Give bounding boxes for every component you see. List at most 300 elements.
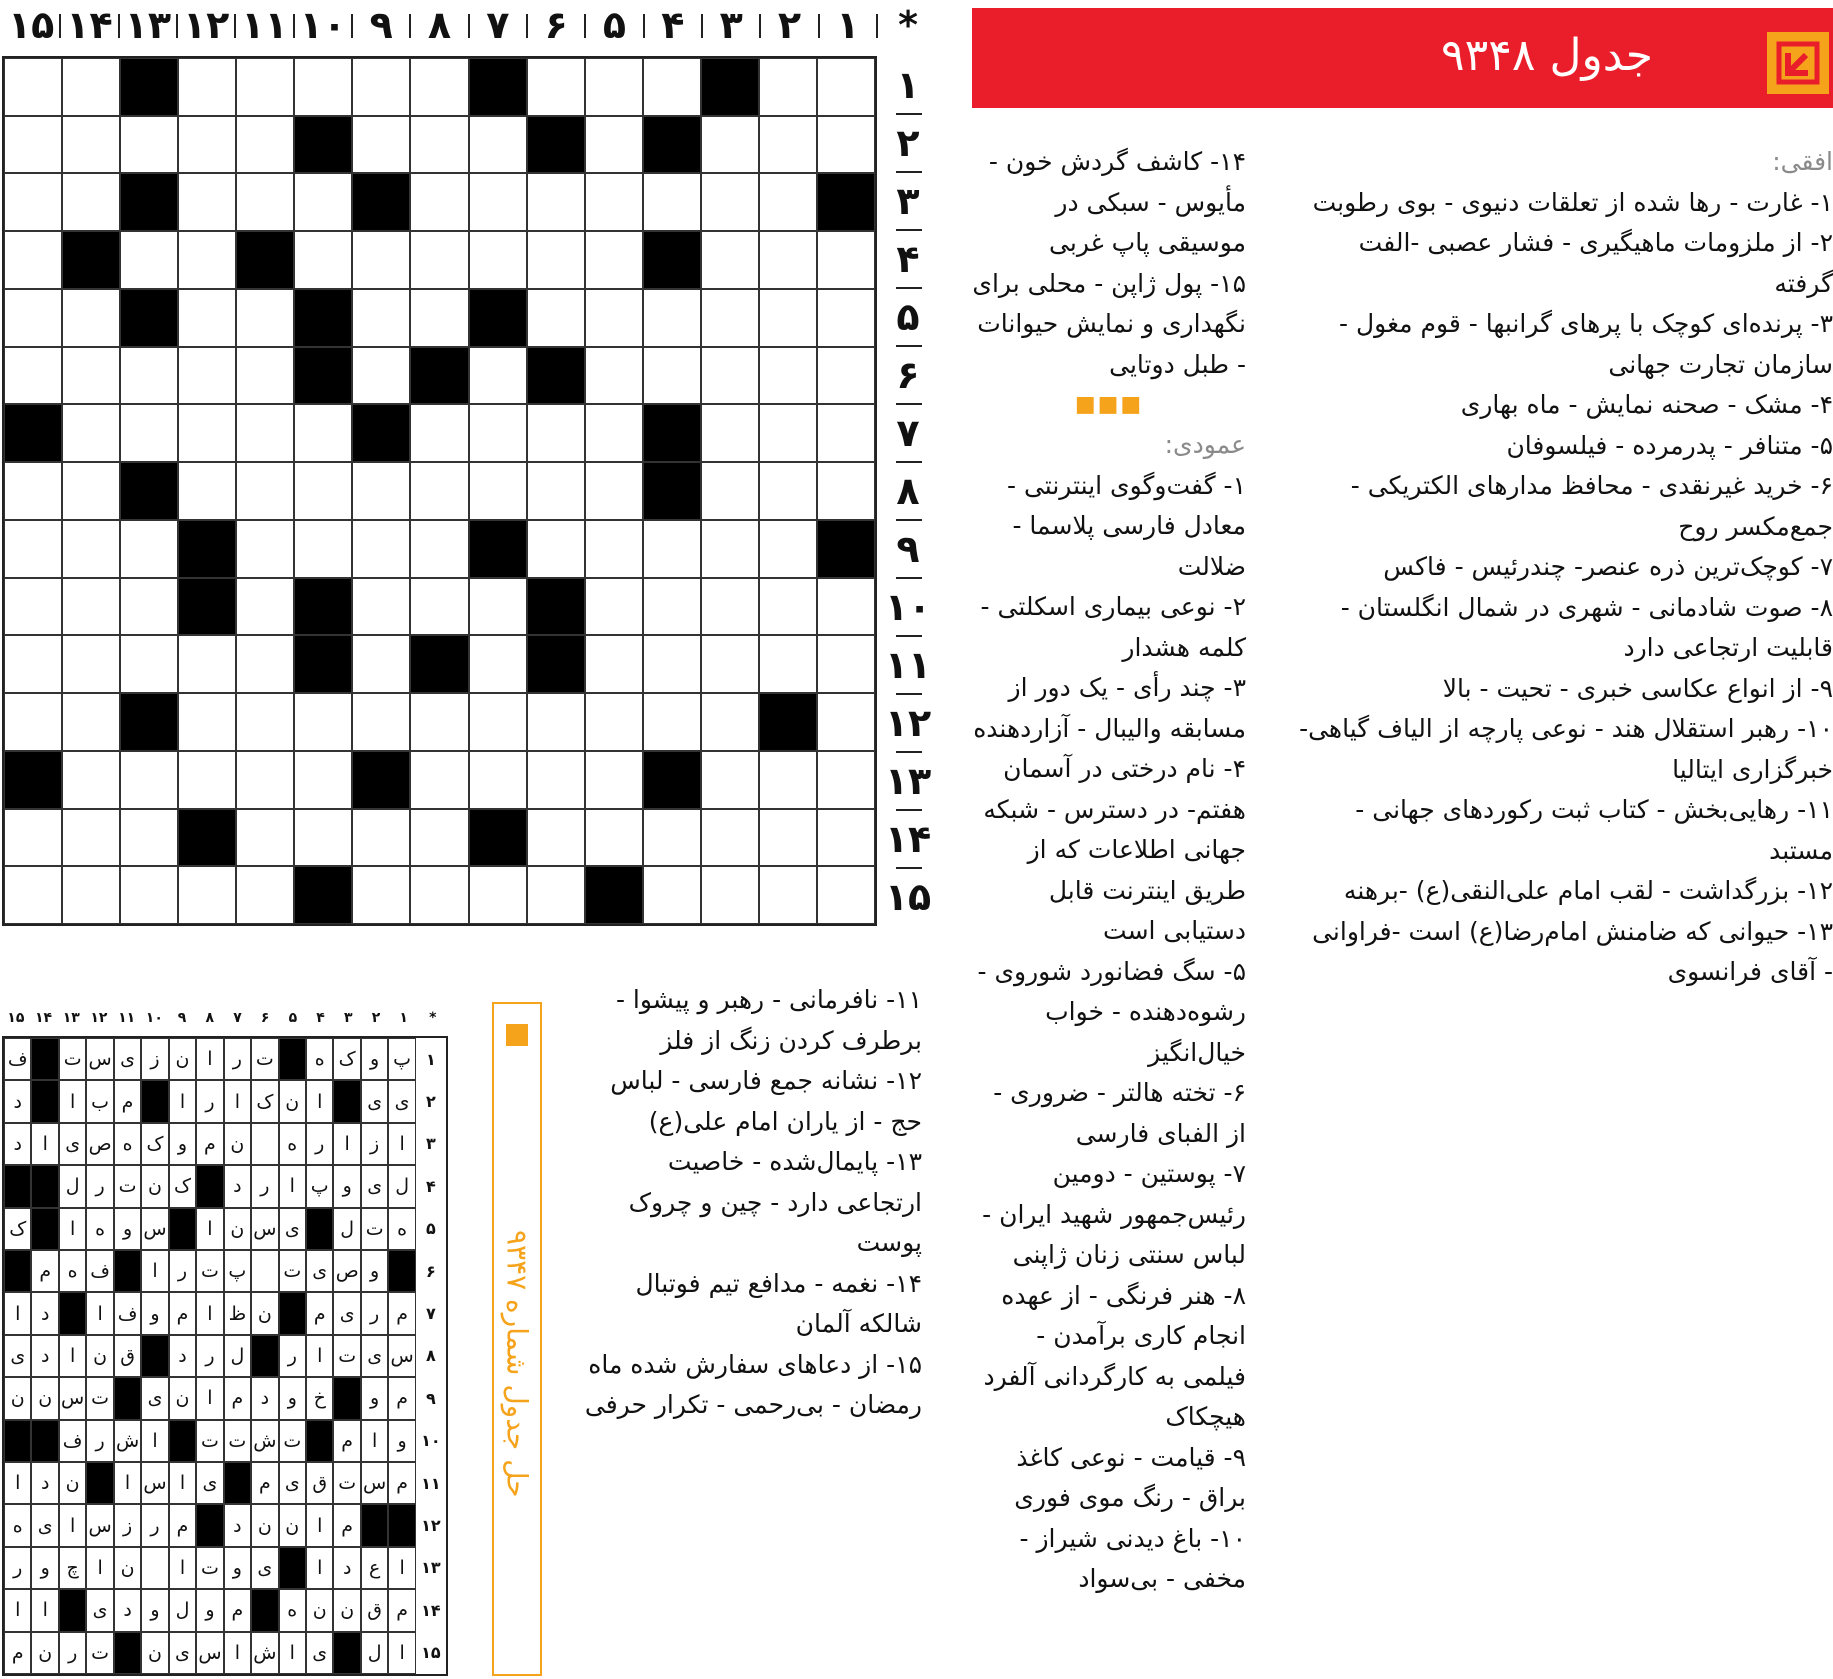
solution-cell: و — [169, 1123, 196, 1165]
grid-cell[interactable] — [817, 866, 875, 924]
solution-row — [4, 1080, 446, 1122]
black-cell — [294, 116, 352, 174]
grid-cell[interactable] — [236, 693, 294, 751]
clue-item: ۶- تخته هالتر - ضروری - از الفبای فارسی — [993, 1078, 1246, 1148]
grid-cell[interactable] — [410, 578, 468, 636]
solution-cell: م — [224, 1589, 251, 1631]
black-cell — [469, 520, 527, 578]
grid-cell[interactable] — [701, 809, 759, 867]
grid-cell[interactable] — [62, 809, 120, 867]
vertical-title: عمودی: — [1164, 430, 1246, 459]
solution-cell: و — [141, 1292, 168, 1334]
grid-cell[interactable] — [759, 751, 817, 809]
grid-cell[interactable] — [120, 347, 178, 405]
solution-cell: ا — [169, 1547, 196, 1589]
grid-cell[interactable] — [759, 404, 817, 462]
solution-cell: س — [59, 1377, 86, 1419]
grid-cell[interactable] — [352, 231, 410, 289]
grid-cell[interactable] — [4, 231, 62, 289]
grid-cell[interactable] — [643, 289, 701, 347]
grid-cell[interactable] — [352, 347, 410, 405]
grid-cell[interactable] — [236, 404, 294, 462]
black-cell — [294, 578, 352, 636]
grid-cell[interactable] — [236, 578, 294, 636]
grid-cell[interactable] — [410, 462, 468, 520]
solution-row-number: ۱۰ — [416, 1420, 446, 1462]
grid-cell[interactable] — [643, 58, 701, 116]
black-cell — [410, 635, 468, 693]
column-number: ۱۲ — [182, 3, 230, 47]
solution-cell: ن — [224, 1208, 251, 1250]
grid-cell[interactable] — [817, 58, 875, 116]
grid-cell[interactable] — [527, 462, 585, 520]
grid-cell[interactable] — [759, 289, 817, 347]
grid-cell[interactable] — [294, 58, 352, 116]
solution-cell: ه — [279, 1123, 306, 1165]
black-cell — [120, 462, 178, 520]
grid-cell[interactable] — [4, 347, 62, 405]
solution-cell: ی — [31, 1504, 58, 1546]
grid-cell[interactable] — [178, 289, 236, 347]
black-cell — [759, 693, 817, 751]
grid-cell[interactable] — [469, 693, 527, 751]
grid-cell[interactable] — [817, 693, 875, 751]
grid-cell[interactable] — [701, 347, 759, 405]
grid-cell[interactable] — [527, 693, 585, 751]
black-cell — [410, 347, 468, 405]
solution-cell: ی — [306, 1250, 333, 1292]
solution-cell: ک — [251, 1080, 278, 1122]
grid-cell[interactable] — [352, 462, 410, 520]
grid-cell[interactable] — [120, 866, 178, 924]
grid-cell[interactable] — [4, 866, 62, 924]
grid-cell[interactable] — [236, 462, 294, 520]
black-cell — [469, 289, 527, 347]
grid-cell[interactable] — [352, 693, 410, 751]
grid-cell[interactable] — [701, 289, 759, 347]
grid-cell[interactable] — [236, 520, 294, 578]
solution-cell: م — [4, 1632, 31, 1674]
grid-cell[interactable] — [817, 578, 875, 636]
grid-cell[interactable] — [62, 116, 120, 174]
grid-cell[interactable] — [817, 462, 875, 520]
grid-cell[interactable] — [4, 173, 62, 231]
grid-cell[interactable] — [759, 347, 817, 405]
solution-cell: ن — [306, 1589, 333, 1631]
grid-cell[interactable] — [817, 751, 875, 809]
grid-cell[interactable] — [294, 404, 352, 462]
grid-cell[interactable] — [817, 404, 875, 462]
grid-cell[interactable] — [62, 404, 120, 462]
grid-cell[interactable] — [178, 635, 236, 693]
clue-item: ۱۴- نغمه - مدافع تیم فوتبال شالکه آلمان — [635, 1268, 922, 1338]
solution-cell — [251, 1250, 278, 1292]
solution-column-number: ۴ — [316, 1010, 325, 1026]
grid-cell[interactable] — [62, 693, 120, 751]
vertical-clues-column — [972, 142, 1246, 1600]
solution-label-box — [492, 1002, 542, 1676]
grid-cell[interactable] — [236, 289, 294, 347]
grid-cell[interactable] — [817, 347, 875, 405]
grid-cell[interactable] — [236, 347, 294, 405]
grid-cell[interactable] — [585, 809, 643, 867]
row-number: ۱۴ — [884, 817, 932, 861]
grid-cell[interactable] — [352, 520, 410, 578]
grid-cell[interactable] — [469, 578, 527, 636]
grid-cell[interactable] — [759, 462, 817, 520]
grid-cell[interactable] — [236, 635, 294, 693]
clue-item: ۱۵- پول ژاپن - محلی برای نگهداری و نمایش حیوانات - طبل دوتایی — [972, 268, 1246, 379]
grid-cell[interactable] — [120, 809, 178, 867]
grid-cell[interactable] — [294, 809, 352, 867]
grid-cell[interactable] — [178, 404, 236, 462]
grid-cell[interactable] — [701, 462, 759, 520]
grid-cell[interactable] — [527, 866, 585, 924]
grid-cell[interactable] — [410, 116, 468, 174]
solution-cell: ت — [279, 1420, 306, 1462]
grid-cell[interactable] — [585, 347, 643, 405]
grid-cell[interactable] — [817, 635, 875, 693]
grid-cell[interactable] — [469, 751, 527, 809]
grid-cell[interactable] — [701, 173, 759, 231]
grid-cell[interactable] — [585, 635, 643, 693]
grid-cell[interactable] — [643, 347, 701, 405]
black-cell — [294, 289, 352, 347]
column-number: ۹ — [369, 3, 393, 47]
grid-cell[interactable] — [817, 809, 875, 867]
grid-cell[interactable] — [759, 231, 817, 289]
solution-row-number: ۱ — [416, 1038, 446, 1080]
solution-cell: ر — [141, 1504, 168, 1546]
grid-cell[interactable] — [236, 58, 294, 116]
grid-cell[interactable] — [62, 347, 120, 405]
solution-cell — [251, 1123, 278, 1165]
solution-cell: ن — [114, 1547, 141, 1589]
grid-cell[interactable] — [469, 347, 527, 405]
black-cell — [178, 578, 236, 636]
grid-cell[interactable] — [701, 578, 759, 636]
grid-cell[interactable] — [701, 693, 759, 751]
black-cell — [178, 809, 236, 867]
grid-cell[interactable] — [62, 578, 120, 636]
grid-cell[interactable] — [62, 58, 120, 116]
grid-cell[interactable] — [4, 116, 62, 174]
solution-cell: ا — [86, 1292, 113, 1334]
grid-cell[interactable] — [643, 809, 701, 867]
grid-cell[interactable] — [410, 809, 468, 867]
grid-cell[interactable] — [410, 751, 468, 809]
grid-cell[interactable] — [527, 58, 585, 116]
solution-cell: ل — [169, 1589, 196, 1631]
star-icon: * — [898, 3, 918, 47]
grid-cell[interactable] — [527, 520, 585, 578]
solution-column-number: ۵ — [288, 1010, 298, 1026]
grid-cell[interactable] — [352, 866, 410, 924]
grid-cell[interactable] — [4, 693, 62, 751]
grid-cell[interactable] — [643, 693, 701, 751]
grid-cell[interactable] — [178, 866, 236, 924]
grid-cell[interactable] — [817, 289, 875, 347]
column-number: ۲ — [777, 3, 802, 47]
solution-column-number: ۲ — [371, 1010, 381, 1026]
grid-cell[interactable] — [62, 866, 120, 924]
solution-row-number: ۱۳ — [416, 1547, 446, 1589]
grid-cell[interactable] — [352, 809, 410, 867]
solution-row-number: ۹ — [416, 1377, 446, 1419]
grid-cell[interactable] — [527, 231, 585, 289]
grid-cell[interactable] — [410, 289, 468, 347]
solution-cell: ن — [224, 1123, 251, 1165]
logo-icon — [1767, 32, 1829, 94]
solution-cell: س — [86, 1504, 113, 1546]
black-cell — [643, 404, 701, 462]
grid-cell[interactable] — [701, 751, 759, 809]
solution-cell: ک — [141, 1123, 168, 1165]
grid-cell[interactable] — [469, 635, 527, 693]
grid-cell[interactable] — [759, 578, 817, 636]
grid-cell[interactable] — [62, 520, 120, 578]
solution-cell: ز — [114, 1504, 141, 1546]
solution-cell: ا — [388, 1123, 415, 1165]
grid-cell[interactable] — [120, 578, 178, 636]
grid-cell[interactable] — [352, 289, 410, 347]
grid-cell[interactable] — [178, 58, 236, 116]
grid-cell[interactable] — [585, 231, 643, 289]
grid-cell[interactable] — [585, 404, 643, 462]
solution-cell: ا — [4, 1292, 31, 1334]
grid-cell[interactable] — [527, 809, 585, 867]
grid-cell[interactable] — [410, 693, 468, 751]
clue-item: ۱۳- حیوانی که ضامنش امام‌رضا(ع) است -فراوانی - آقای فرانسوی — [1312, 916, 1833, 986]
grid-cell[interactable] — [178, 751, 236, 809]
grid-cell[interactable] — [410, 866, 468, 924]
row-number: ۳ — [896, 179, 920, 223]
grid-cell[interactable] — [178, 693, 236, 751]
solution-row — [4, 1250, 446, 1292]
grid-cell[interactable] — [62, 289, 120, 347]
grid-cell[interactable] — [701, 635, 759, 693]
solution-black-cell — [114, 1250, 141, 1292]
solution-cell: د — [31, 1292, 58, 1334]
grid-cell[interactable] — [4, 635, 62, 693]
solution-column-number: ۱۱ — [118, 1010, 136, 1026]
solution-cell: ا — [196, 1292, 223, 1334]
grid-cell[interactable] — [4, 58, 62, 116]
grid-cell[interactable] — [120, 520, 178, 578]
solution-cell: ن — [251, 1504, 278, 1546]
solution-cell: م — [388, 1377, 415, 1419]
grid-cell[interactable] — [643, 635, 701, 693]
grid-cell[interactable] — [120, 635, 178, 693]
grid-cell[interactable] — [759, 635, 817, 693]
solution-row — [4, 1335, 446, 1377]
solution-cell: ل — [388, 1165, 415, 1207]
solution-cell: پ — [388, 1038, 415, 1080]
grid-cell[interactable] — [527, 751, 585, 809]
grid-cell[interactable] — [585, 173, 643, 231]
grid-cell[interactable] — [178, 116, 236, 174]
puzzle-title: جدول ۹۳۴۸ — [1440, 30, 1653, 81]
grid-cell[interactable] — [352, 578, 410, 636]
grid-cell[interactable] — [817, 116, 875, 174]
solution-black-cell — [196, 1165, 223, 1207]
solution-cell: ا — [4, 1589, 31, 1631]
black-cell — [527, 116, 585, 174]
grid-cell[interactable] — [469, 231, 527, 289]
grid-cell[interactable] — [236, 173, 294, 231]
grid-cell[interactable] — [410, 231, 468, 289]
grid-cell[interactable] — [120, 116, 178, 174]
grid-cell[interactable] — [294, 173, 352, 231]
solution-row — [4, 1547, 446, 1589]
clue-item: ۸- صوت شادمانی - شهری در شمال انگلستان - قابلیت ارتجاعی دارد — [1340, 592, 1833, 662]
grid-cell[interactable] — [585, 58, 643, 116]
solution-cell: ر — [4, 1547, 31, 1589]
clue-item: ۱۲- بزرگداشت - لقب امام علی‌النقی(ع) -برهنه — [1343, 876, 1833, 905]
solution-cell: ک — [333, 1038, 360, 1080]
grid-cell[interactable] — [236, 116, 294, 174]
solution-cell: ی — [196, 1462, 223, 1504]
grid-cell[interactable] — [643, 578, 701, 636]
grid-cell[interactable] — [585, 462, 643, 520]
solution-row — [4, 1377, 446, 1419]
grid-cell[interactable] — [759, 520, 817, 578]
solution-cell: ف — [59, 1420, 86, 1462]
solution-cell: ی — [86, 1589, 113, 1631]
solution-cell: م — [31, 1250, 58, 1292]
grid-cell[interactable] — [62, 173, 120, 231]
grid-cell[interactable] — [410, 173, 468, 231]
solution-cell: ن — [333, 1589, 360, 1631]
crossword-grid[interactable] — [2, 56, 877, 926]
grid-cell[interactable] — [4, 578, 62, 636]
solution-cell: د — [4, 1080, 31, 1122]
grid-cell[interactable] — [527, 289, 585, 347]
solution-cell: ل — [59, 1165, 86, 1207]
grid-cell[interactable] — [643, 173, 701, 231]
column-divider — [176, 14, 178, 38]
solution-cell: و — [224, 1547, 251, 1589]
grid-cell[interactable] — [643, 520, 701, 578]
grid-cell[interactable] — [701, 231, 759, 289]
grid-cell[interactable] — [701, 404, 759, 462]
grid-cell[interactable] — [62, 462, 120, 520]
solution-black-cell — [224, 1462, 251, 1504]
grid-cell[interactable] — [585, 289, 643, 347]
grid-cell[interactable] — [585, 520, 643, 578]
black-cell — [120, 173, 178, 231]
grid-cell[interactable] — [120, 404, 178, 462]
solution-cell: ی — [388, 1080, 415, 1122]
grid-cell[interactable] — [759, 866, 817, 924]
grid-cell[interactable] — [585, 578, 643, 636]
grid-cell[interactable] — [178, 347, 236, 405]
grid-cell[interactable] — [701, 116, 759, 174]
grid-cell[interactable] — [817, 231, 875, 289]
grid-cell[interactable] — [178, 462, 236, 520]
grid-cell[interactable] — [352, 58, 410, 116]
row-number: ۶ — [896, 353, 920, 397]
solution-black-cell — [251, 1589, 278, 1631]
black-cell — [120, 58, 178, 116]
grid-cell[interactable] — [178, 231, 236, 289]
solution-cell: ف — [86, 1250, 113, 1292]
grid-cell[interactable] — [410, 404, 468, 462]
solution-black-cell — [31, 1208, 58, 1250]
grid-cell[interactable] — [120, 231, 178, 289]
grid-cell[interactable] — [4, 809, 62, 867]
grid-cell[interactable] — [294, 231, 352, 289]
grid-cell[interactable] — [469, 462, 527, 520]
grid-cell[interactable] — [469, 866, 527, 924]
solution-cell: م — [196, 1123, 223, 1165]
solution-cell: م — [251, 1462, 278, 1504]
grid-cell[interactable] — [759, 809, 817, 867]
grid-cell[interactable] — [643, 866, 701, 924]
grid-cell[interactable] — [4, 520, 62, 578]
grid-cell[interactable] — [759, 58, 817, 116]
grid-cell[interactable] — [178, 173, 236, 231]
grid-cell[interactable] — [410, 520, 468, 578]
grid-cell[interactable] — [701, 520, 759, 578]
grid-cell[interactable] — [352, 116, 410, 174]
column-number: ۴ — [661, 3, 685, 47]
solution-cell: ه — [114, 1123, 141, 1165]
grid-cell[interactable] — [294, 520, 352, 578]
grid-cell[interactable] — [236, 751, 294, 809]
clue-item: ۱۵- از دعاهای سفارش شده ماه رمضان - بی‌رحمی - تکرار حرفی — [584, 1349, 922, 1419]
solution-cell: ا — [169, 1462, 196, 1504]
solution-cell: ف — [4, 1038, 31, 1080]
grid-cell[interactable] — [236, 809, 294, 867]
grid-cell[interactable] — [469, 404, 527, 462]
clue-item: ۶- خرید غیرنقدی - محافظ مدارهای الکتریکی - جمع‌مکسر روح — [1350, 471, 1833, 541]
clue-item: ۵- سگ فضانورد شوروی - رشوه‌دهنده - خواب خیال‌انگیز — [977, 956, 1246, 1067]
row-number: ۱۳ — [884, 759, 932, 803]
grid-cell[interactable] — [352, 635, 410, 693]
grid-cell[interactable] — [294, 462, 352, 520]
solution-cell: ت — [196, 1250, 223, 1292]
grid-cell[interactable] — [4, 289, 62, 347]
grid-cell[interactable] — [585, 116, 643, 174]
clue-item: ۳- پرنده‌ای کوچک با پرهای گرانبها - قوم مغول - سازمان تجارت جهانی — [1339, 309, 1833, 379]
grid-cell[interactable] — [62, 751, 120, 809]
grid-cell[interactable] — [759, 173, 817, 231]
solution-cell: ل — [333, 1208, 360, 1250]
grid-cell[interactable] — [585, 693, 643, 751]
solution-cell: پ — [306, 1165, 333, 1207]
grid-cell[interactable] — [527, 404, 585, 462]
grid-cell[interactable] — [120, 751, 178, 809]
grid-cell[interactable] — [585, 751, 643, 809]
solution-cell: ر — [224, 1038, 251, 1080]
solution-cell: ب — [86, 1080, 113, 1122]
solution-cell: ش — [114, 1420, 141, 1462]
column-divider — [526, 14, 528, 38]
grid-cell[interactable] — [469, 116, 527, 174]
grid-cell[interactable] — [62, 635, 120, 693]
grid-cell[interactable] — [4, 462, 62, 520]
grid-cell[interactable] — [469, 173, 527, 231]
grid-cell[interactable] — [701, 866, 759, 924]
solution-row — [4, 1632, 446, 1674]
grid-cell[interactable] — [527, 173, 585, 231]
grid-cell[interactable] — [236, 866, 294, 924]
grid-cell[interactable] — [410, 58, 468, 116]
grid-cell[interactable] — [294, 693, 352, 751]
grid-cell[interactable] — [759, 116, 817, 174]
grid-cell[interactable] — [294, 751, 352, 809]
